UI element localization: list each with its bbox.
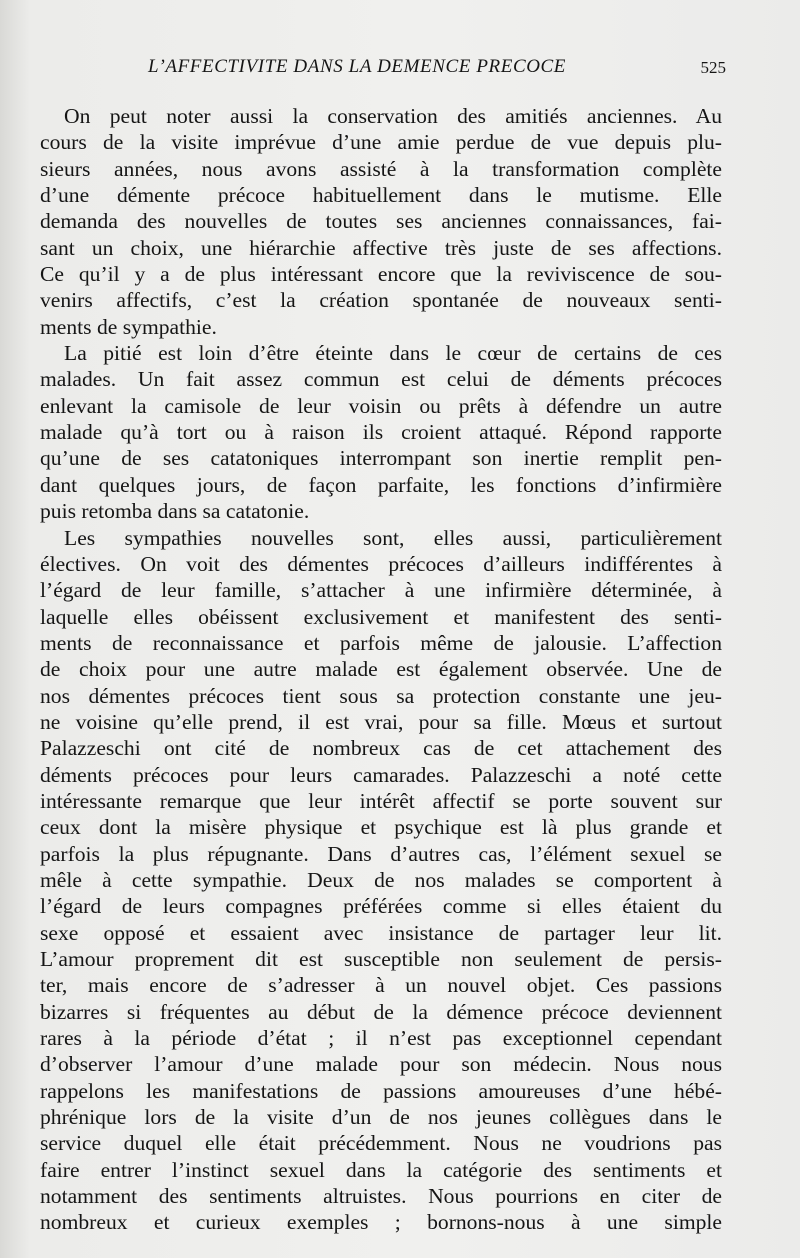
text-line: malade qu’à tort ou à raison ils croient attaqué. Répond rapporte [40, 420, 722, 445]
text-line: sexe opposé et essaient avec insistance de partager leur lit. [40, 920, 722, 945]
text-line: de choix pour une autre malade est également observée. Une de [40, 657, 722, 682]
paragraph-amities [40, 103, 722, 340]
text-line: rares à la période d’état ; il n’est pas exceptionnel cependant [40, 1026, 722, 1051]
text-line: électives. On voit des démentes précoces d’ailleurs indifférentes à [40, 551, 722, 576]
text-line: sant un choix, une hiérarchie affective très juste de ses affections. [40, 235, 722, 260]
text-line: phrénique lors de la visite d’un de nos jeunes collègues dans le [40, 1105, 722, 1130]
text-line: parfois la plus répugnante. Dans d’autres cas, l’élément sexuel se [40, 841, 722, 866]
paragraph-sympathies [40, 525, 722, 1236]
text-line: d’une démente précoce habituellement dans le mutisme. Elle [40, 183, 722, 208]
text-line: ne voisine qu’elle prend, il est vrai, pour sa fille. Mœus et surtout [40, 709, 722, 734]
text-line: laquelle elles obéissent exclusivement et manifestent des senti- [40, 604, 722, 629]
text-line: rappelons les manifestations de passions amoureuses d’une hébé- [40, 1078, 722, 1103]
text-line: enlevant la camisole de leur voisin ou prêts à défendre un autre [40, 393, 722, 418]
text-line: La pitié est loin d’être éteinte dans le cœur de certains de ces [64, 341, 722, 366]
page-header [0, 56, 800, 86]
text-line: nos démentes précoces tient sous sa protection constante une jeu- [40, 683, 722, 708]
text-line: l’égard de leurs compagnes préférées comme si elles étaient du [40, 894, 722, 919]
text-line: dant quelques jours, de façon parfaite, les fonctions d’infirmière [40, 472, 722, 497]
text-line: intéressante remarque que leur intérêt affectif se porte souvent sur [40, 788, 722, 813]
text-line: cours de la visite imprévue d’une amie perdue de vue depuis plu- [40, 130, 722, 155]
text-line: L’amour proprement dit est susceptible non seulement de persis- [40, 947, 722, 971]
text-line: ments de sympathie. [40, 314, 217, 339]
text-line: service duquel elle était précédemment. Nous ne voudrions pas [40, 1131, 722, 1156]
text-line: demanda des nouvelles de toutes ses anciennes connaissances, fai- [40, 209, 722, 234]
text-line: mêle à cette sympathie. Deux de nos malades se comportent à [40, 867, 722, 892]
text-line: puis retomba dans sa catatonie. [40, 499, 310, 524]
text-line: venirs affectifs, c’est la création spontanée de nouveaux senti- [40, 288, 722, 313]
text-line: notamment des sentiments altruistes. Nous pourrions en citer de [40, 1184, 722, 1209]
text-line: qu’une de ses catatoniques interrompant son inertie remplit pen- [40, 446, 722, 471]
text-line: l’égard de leur famille, s’attacher à une infirmière déterminée, à [40, 578, 722, 603]
paragraph-pitie [40, 340, 722, 524]
text-line: Palazzeschi ont cité de nombreux cas de cet attachement des [40, 736, 722, 761]
text-line: ments de reconnaissance et parfois même de jalousie. L’affection [40, 630, 722, 655]
text-line: bizarres si fréquentes au début de la démence précoce deviennent [40, 999, 722, 1024]
text-line: ceux dont la misère physique et psychique est là plus grande et [40, 815, 722, 840]
text-line: sieurs années, nous avons assisté à la transformation complète [40, 156, 722, 181]
text-line: d’observer l’amour d’une malade pour son médecin. Nous nous [40, 1052, 722, 1077]
running-title: L’AFFECTIVITE DANS LA DEMENCE PRECOCE [148, 56, 567, 77]
text-line: nombreux et curieux exemples ; bornons-nous à une simple [40, 1210, 722, 1235]
text-line: déments précoces pour leurs camarades. Palazzeschi a noté cette [40, 762, 722, 787]
text-line: ter, mais encore de s’adresser à un nouvel objet. Ces passions [40, 973, 722, 998]
text-line: malades. Un fait assez commun est celui de déments précoces [40, 367, 722, 392]
text-line: Les sympathies nouvelles sont, elles aussi, particulièrement [64, 525, 722, 550]
text-body [40, 103, 722, 1236]
text-line: On peut noter aussi la conservation des amitiés anciennes. Au [64, 104, 722, 128]
page-number: 525 [700, 58, 726, 77]
text-line: Ce qu’il y a de plus intéressant encore que la reviviscence de sou- [40, 262, 722, 287]
text-line: faire entrer l’instinct sexuel dans la catégorie des sentiments et [40, 1157, 722, 1182]
